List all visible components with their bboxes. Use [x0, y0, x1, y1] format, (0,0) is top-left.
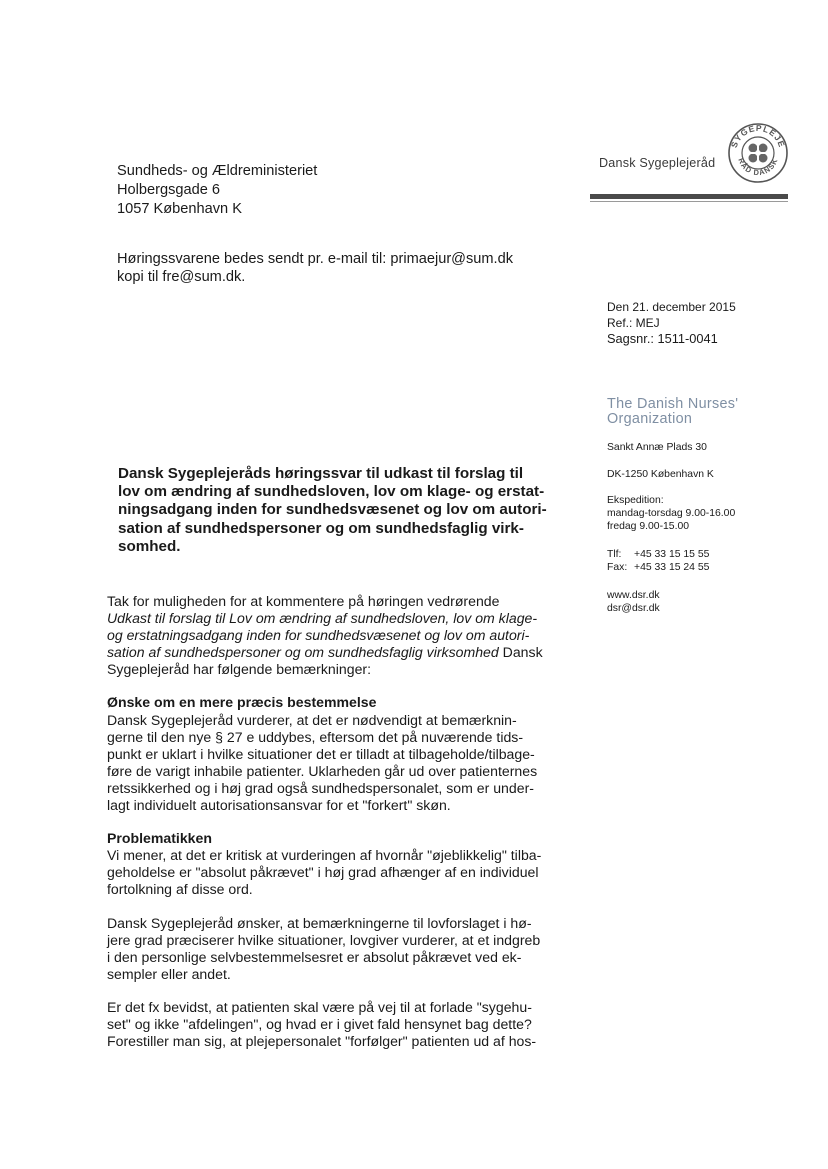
body-line: set" og ikke "afdelingen", og hvad er i givet fald hensynet bag dette? [107, 1015, 532, 1032]
bill-title: Udkast til forslag til Lov om ændring af sundhedsloven, lov om klage- [107, 610, 538, 627]
body-line: punkt er uklart i hvilke situationer det er tilladt at tilbageholde/tilbage- [107, 745, 535, 762]
header-rule [590, 194, 788, 199]
title-line: sation af sundhedspersoner og om sundhedsfaglig virk- [118, 519, 524, 537]
dsr-seal-logo [727, 122, 789, 184]
instructions-line: Høringssvarene bedes sendt pr. e-mail til: primaejur@sum.dk [117, 251, 514, 267]
body-line: fortolkning af disse ord. [107, 881, 253, 898]
body-line: sempler eller andet. [107, 965, 231, 982]
organization-english-name [607, 397, 738, 427]
body-line: Dansk Sygeplejeråd ønsker, at bemærkningerne til lovforslaget i hø- [107, 914, 532, 931]
contact-street: Sankt Annæ Plads 30 [607, 442, 707, 453]
body-line [107, 644, 567, 661]
submission-instructions [117, 250, 513, 286]
document-title [118, 465, 568, 556]
title-line: ningsadgang inden for sundhedsvæsenet og lov om autori- [118, 501, 547, 519]
bill-title: sation af sundhedspersoner og om sundhedsfaglig virksomhed [107, 644, 499, 661]
body-line: Dansk Sygeplejeråd vurderer, at det er nødvendigt at bemærknin- [107, 711, 517, 728]
recipient-address [117, 162, 317, 219]
web-contact [607, 589, 660, 615]
body-line [107, 610, 567, 627]
fax-row [607, 561, 709, 574]
body-line: jere grad præciserer hvilke situationer, lovgiver vurderer, at et indgreb [107, 931, 541, 948]
title-line: lov om ændring af sundhedsloven, lov om klage- og erstat- [118, 483, 545, 501]
body-line: retssikkerhed og i høj grad også sundhedspersonalet, som er under- [107, 779, 534, 796]
paragraph [107, 915, 567, 983]
org-name-line: The Danish Nurses' [607, 396, 739, 412]
paragraph [107, 999, 567, 1050]
phone-row [607, 548, 709, 561]
letter-date: Den 21. december 2015 [607, 300, 736, 314]
seal-icon [727, 122, 789, 184]
instructions-line: kopi til fre@sum.dk. [117, 269, 246, 285]
title-line: somhed. [118, 537, 181, 555]
letter-meta [607, 300, 736, 347]
title-line: Dansk Sygeplejeråds høringssvar til udkast til forslag til [118, 465, 524, 482]
bill-title: og erstatningsadgang inden for sundhedsvæsenet og lov om autori- [107, 627, 530, 644]
body-line: Vi mener, at det er kritisk at vurderingen af hvornår "øjeblikkelig" tilba- [107, 847, 542, 864]
body-line: Sygeplejeråd har følgende bemærkninger: [107, 661, 372, 678]
phone-numbers [607, 548, 709, 574]
fax-label: Fax: [607, 562, 628, 573]
email-link[interactable]: dsr@dsr.dk [607, 603, 660, 614]
body-line: lagt individuelt autorisationsansvar for et "forkert" skøn. [107, 797, 451, 814]
body-text: Dansk [498, 644, 543, 661]
body-line: Forestiller man sig, at plejepersonalet "forfølger" patienten ud af hos- [107, 1033, 537, 1050]
brand-name: Dansk Sygeplejeråd [599, 156, 716, 170]
reference: Ref.: MEJ [607, 315, 660, 330]
hours-friday: fredag 9.00-15.00 [607, 521, 690, 532]
letter-body [107, 593, 567, 1066]
phone-value: +45 33 15 15 55 [634, 549, 710, 560]
body-line: geholdelse er "absolut påkrævet" i høj grad afhænger af en individuel [107, 864, 539, 881]
hours-weekday: mandag-torsdag 9.00-16.00 [607, 508, 736, 519]
body-line [107, 627, 567, 644]
phone-label: Tlf: [607, 549, 622, 560]
opening-hours [607, 494, 735, 533]
contact-city: DK-1250 København K [607, 469, 714, 480]
body-line: Tak for muligheden for at kommentere på høringen vedrørende [107, 593, 500, 609]
org-name-line: Organization [607, 411, 693, 427]
recipient-line: Sundheds- og Ældreministeriet [117, 163, 318, 179]
body-line: gerne til den nye § 27 e uddybes, eftersom det på nuværende tids- [107, 728, 524, 745]
body-line: i den personlige selvbestemmelsesret er absolut påkrævet ved ek- [107, 948, 522, 965]
section-precise-provision [107, 694, 567, 814]
section-heading: Problematikken [107, 830, 212, 847]
recipient-line: 1057 København K [117, 201, 242, 217]
section-heading: Ønske om en mere præcis bestemmelse [107, 694, 377, 711]
case-number: Sagsnr.: 1511-0041 [607, 331, 718, 346]
section-problem [107, 830, 567, 898]
body-line: føre de varigt inhabile patienter. Uklarheden går ud over patienternes [107, 762, 538, 779]
intro-paragraph [107, 593, 567, 678]
fax-value: +45 33 15 24 55 [634, 562, 710, 573]
recipient-line: Holbergsgade 6 [117, 182, 221, 198]
website-link[interactable]: www.dsr.dk [607, 590, 660, 601]
expedition-label: Ekspedition: [607, 495, 664, 506]
body-line: Er det fx bevidst, at patienten skal være på vej til at forlade "sygehu- [107, 998, 532, 1015]
svg-text:SYGEPLEJE: SYGEPLEJE [728, 122, 788, 150]
header-rule-thin [590, 201, 788, 202]
svg-text:RÅD DANSK: RÅD DANSK [736, 156, 780, 178]
